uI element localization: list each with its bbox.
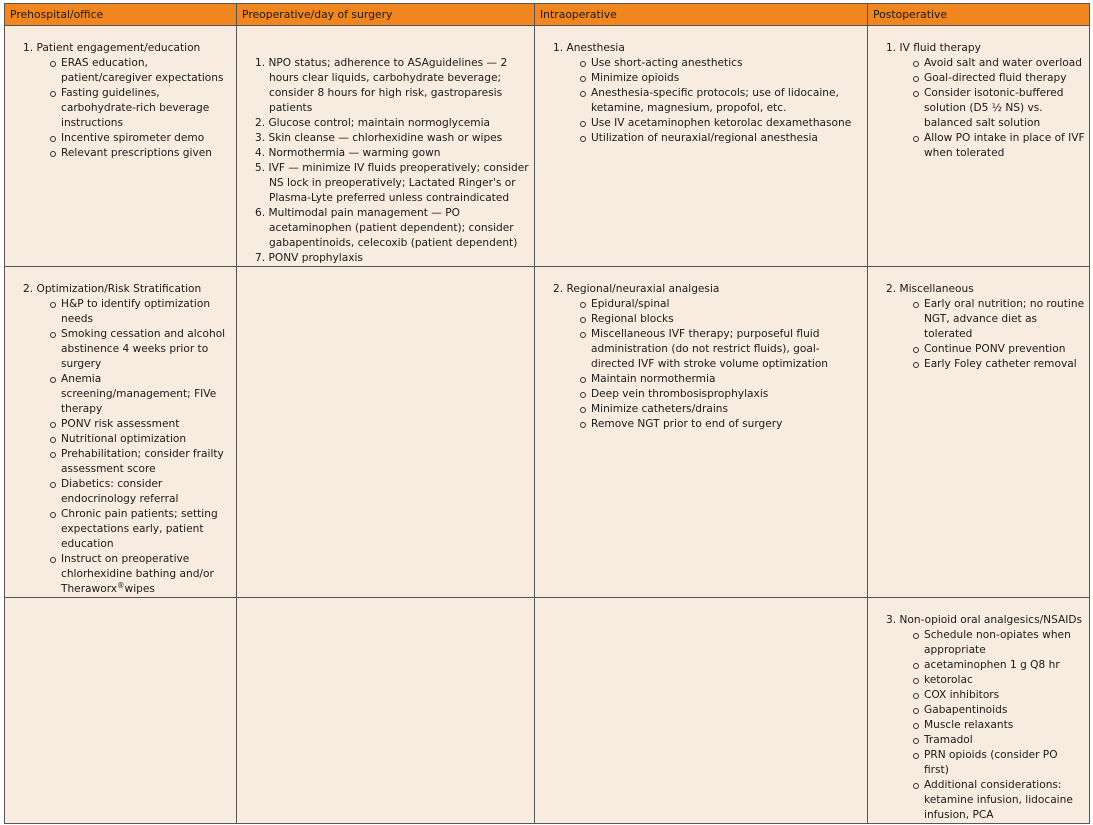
list-item: Continue PONV prevention <box>924 342 1085 357</box>
bullet-list <box>886 56 1085 161</box>
list-item: Tramadol <box>924 733 1085 748</box>
list-item: Minimize opioids <box>591 71 863 86</box>
cell-postop-misc <box>868 267 1090 598</box>
list-item: 3. Skin cleanse — chlorhexidine wash or wipes <box>255 132 503 144</box>
list-item: Early Foley catheter removal <box>924 357 1085 372</box>
list-item: ketorolac <box>924 673 1085 688</box>
eras-pathway-table <box>4 3 1090 824</box>
section-title: 2. Miscellaneous <box>886 283 974 295</box>
list-item: Use IV acetaminophen ketorolac dexamethasone <box>591 116 863 131</box>
table-row <box>5 267 1090 598</box>
bullet-list <box>886 297 1085 372</box>
list-item: COX inhibitors <box>924 688 1085 703</box>
list-item: Minimize catheters/drains <box>591 402 863 417</box>
header-prehospital: Prehospital/office <box>5 4 237 26</box>
cell-empty <box>237 598 535 824</box>
list-item-text: Instruct on preoperative chlorhexidine bathing and/or Theraworx <box>61 553 214 595</box>
list-item <box>61 552 232 597</box>
list-item: 6. Multimodal pain management — PO acetaminophen (patient dependent); consider gabapentinoids, celecoxib (patient dependent) <box>255 207 518 249</box>
list-item: Goal-directed fluid therapy <box>924 71 1085 86</box>
list-item: Deep vein thrombosisprophylaxis <box>591 387 863 402</box>
cell-prehospital-engagement <box>5 26 237 267</box>
section-title: 2. Regional/neuraxial analgesia <box>553 283 720 295</box>
list-item: 4. Normothermia — warming gown <box>255 147 441 159</box>
cell-preoperative <box>237 26 535 267</box>
list-item: H&P to identify optimization needs <box>61 297 232 327</box>
list-item: Anemia screening/management; FIVe therapy <box>61 372 232 417</box>
header-preoperative: Preoperative/day of surgery <box>237 4 535 26</box>
list-item: Fasting guidelines, carbohydrate-rich beverage instructions <box>61 86 232 131</box>
cell-intraop-anesthesia <box>535 26 868 267</box>
list-item: Schedule non-opiates when appropriate <box>924 628 1085 658</box>
list-item: acetaminophen 1 g Q8 hr <box>924 658 1085 673</box>
cell-empty <box>535 598 868 824</box>
list-item: Consider isotonic-buffered solution (D5 ½ NS) vs. balanced salt solution <box>924 86 1085 131</box>
bullet-list <box>553 56 863 146</box>
header-intraoperative: Intraoperative <box>535 4 868 26</box>
list-item: Additional considerations: ketamine infusion, lidocaine infusion, PCA <box>924 778 1085 823</box>
list-item: Avoid salt and water overload <box>924 56 1085 71</box>
section-title: 3. Non-opioid oral analgesics/NSAIDs <box>886 614 1083 626</box>
list-item-tail: wipes <box>124 583 155 595</box>
bullet-list <box>553 297 863 432</box>
cell-intraop-regional <box>535 267 868 598</box>
registered-mark: ® <box>117 581 125 590</box>
list-item: Regional blocks <box>591 312 863 327</box>
list-item: Allow PO intake in place of IVF when tolerated <box>924 132 1085 159</box>
list-item: Gabapentinoids <box>924 703 1085 718</box>
list-item: 1. NPO status; adherence to ASAguidelines — 2 hours clear liquids, carbohydrate beverage; consider 8 hours for high risk, gastroparesis patients <box>255 57 508 114</box>
list-item: Anesthesia-specific protocols; use of lidocaine, ketamine, magnesium, propofol, etc. <box>591 86 863 116</box>
list-item: 5. IVF — minimize IV fluids preoperatively; consider NS lock in preoperatively; Lactated Ringer's or Plasma-Lyte preferred unless contraindicated <box>255 162 529 204</box>
list-item: Remove NGT prior to end of surgery <box>591 417 863 432</box>
list-item: PRN opioids (consider PO first) <box>924 748 1085 778</box>
list-item: Utilization of neuraxial/regional anesthesia <box>591 131 863 146</box>
table-row <box>5 598 1090 824</box>
cell-prehospital-optimization <box>5 267 237 598</box>
list-item: ERAS education, patient/caregiver expectations <box>61 56 232 86</box>
header-row <box>5 4 1090 26</box>
list-item: Relevant prescriptions given <box>61 146 232 161</box>
header-postoperative: Postoperative <box>868 4 1090 26</box>
cell-empty <box>237 267 535 598</box>
list-item: Prehabilitation; consider frailty assessment score <box>61 447 232 477</box>
section-title: 1. Anesthesia <box>553 42 625 54</box>
section-title: 2. Optimization/Risk Stratification <box>23 283 202 295</box>
section-title: 1. Patient engagement/education <box>23 42 201 54</box>
bullet-list <box>886 628 1085 823</box>
list-item: 2. Glucose control; maintain normoglycemia <box>255 117 491 129</box>
list-item: Muscle relaxants <box>924 718 1085 733</box>
bullet-list <box>23 297 232 597</box>
section-title: 1. IV fluid therapy <box>886 42 981 54</box>
list-item: Diabetics: consider endocrinology referral <box>61 477 232 507</box>
list-item: Use short-acting anesthetics <box>591 56 863 71</box>
list-item: Incentive spirometer demo <box>61 131 232 146</box>
cell-empty <box>5 598 237 824</box>
list-item: Nutritional optimization <box>61 432 232 447</box>
table-row <box>5 26 1090 267</box>
list-item: PONV risk assessment <box>61 417 232 432</box>
list-item: 7. PONV prophylaxis <box>255 252 363 264</box>
bullet-list <box>23 56 232 161</box>
list-item: Smoking cessation and alcohol abstinence 4 weeks prior to surgery <box>61 327 232 372</box>
list-item: Miscellaneous IVF therapy; purposeful fluid administration (do not restrict fluids), goal-directed IVF with stroke volume optimization <box>591 327 863 372</box>
list-item: Epidural/spinal <box>591 297 863 312</box>
list-item: Early oral nutrition; no routine NGT, advance diet as tolerated <box>924 298 1085 340</box>
cell-postop-analgesics <box>868 598 1090 824</box>
cell-postop-iv-fluid <box>868 26 1090 267</box>
list-item: Chronic pain patients; setting expectations early, patient education <box>61 507 232 552</box>
list-item: Maintain normothermia <box>591 372 863 387</box>
numbered-list <box>237 26 534 266</box>
